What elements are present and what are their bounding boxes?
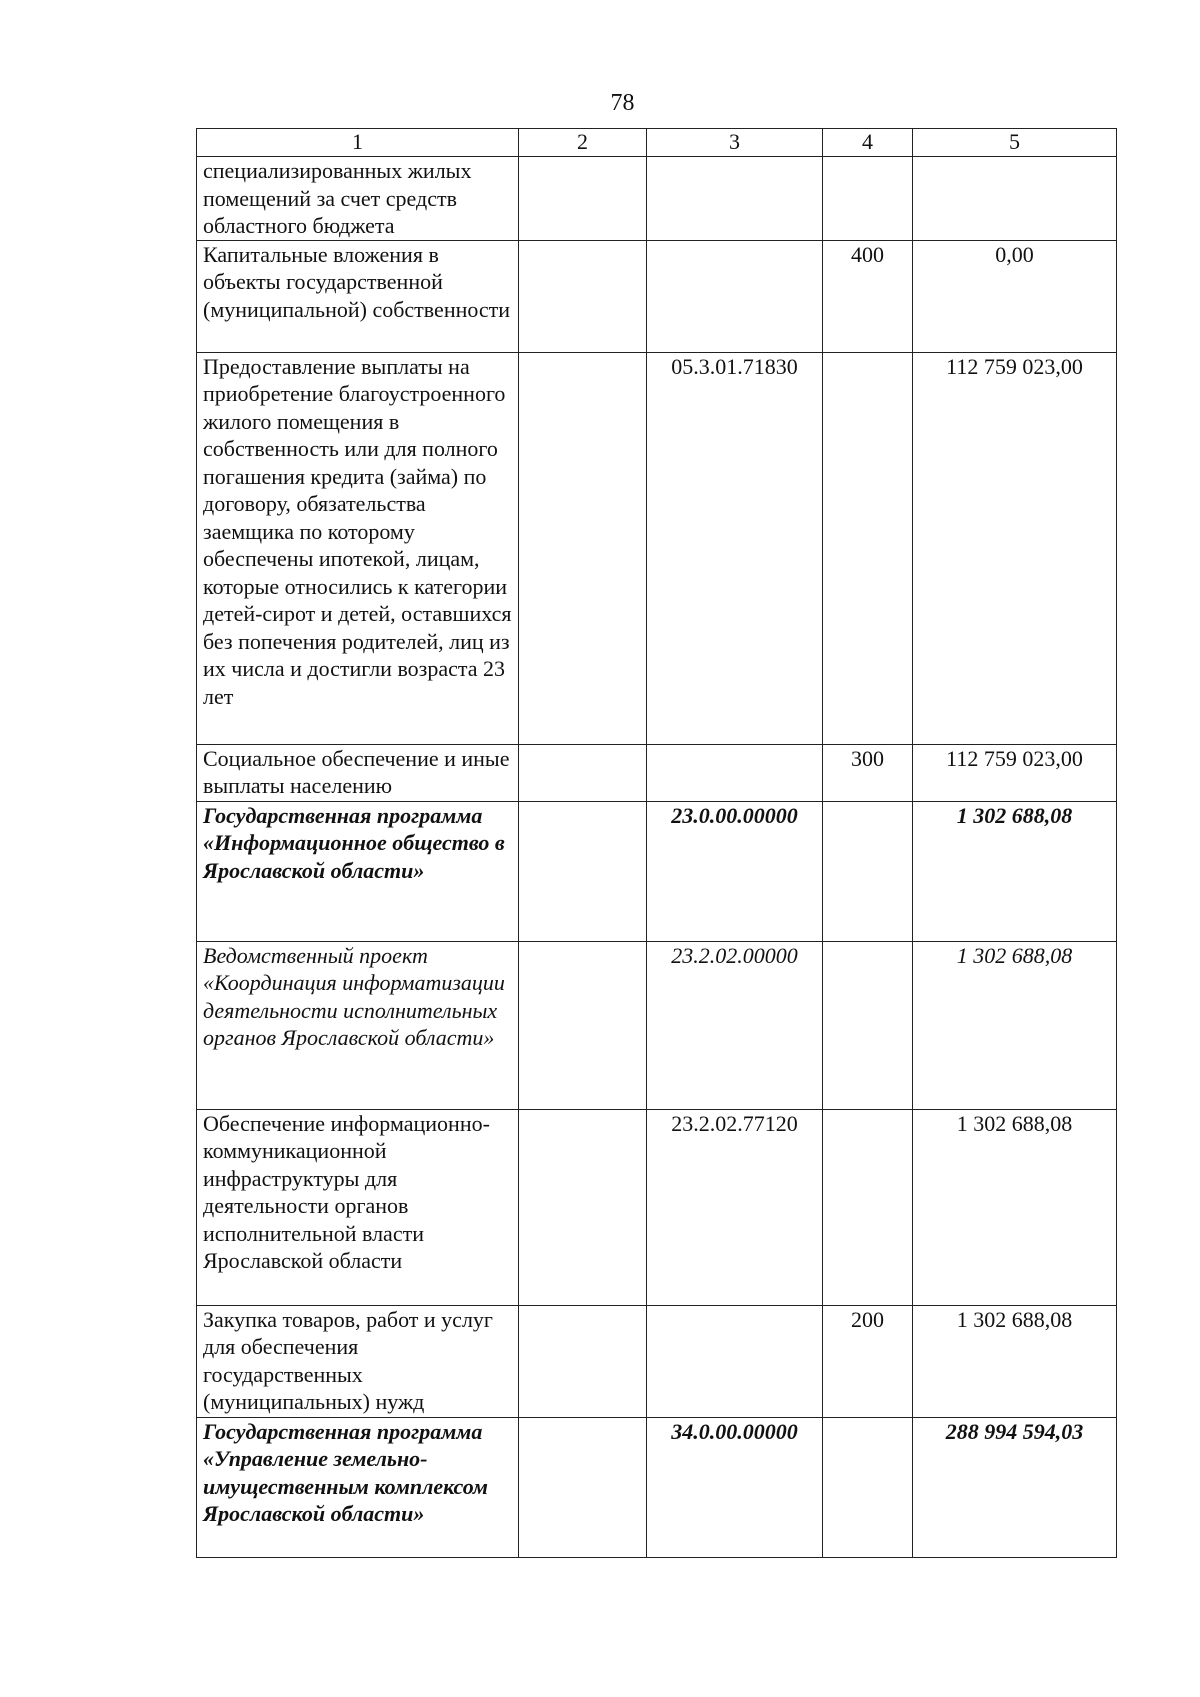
row-amount [913, 157, 1117, 241]
row-code: 34.0.00.00000 [647, 1417, 823, 1557]
row-name: Ведомственный проект «Координация информатизации деятельности исполнительных органов Ярославской области» [197, 941, 519, 1109]
row-col2 [519, 157, 647, 241]
row-type: 200 [823, 1305, 913, 1417]
column-header-3: 3 [647, 129, 823, 157]
row-code [647, 240, 823, 352]
row-col2 [519, 240, 647, 352]
row-type [823, 352, 913, 744]
row-col2 [519, 1109, 647, 1305]
budget-table [196, 128, 1117, 1558]
column-header-2: 2 [519, 129, 647, 157]
table-row [197, 941, 1117, 1109]
table-header-row [197, 129, 1117, 157]
row-amount: 112 759 023,00 [913, 744, 1117, 801]
row-name: Государственная программа «Информационное общество в Ярославской области» [197, 801, 519, 941]
row-name: Капитальные вложения в объекты государственной (муниципальной) собственности [197, 240, 519, 352]
row-type: 400 [823, 240, 913, 352]
row-amount: 1 302 688,08 [913, 801, 1117, 941]
row-type [823, 941, 913, 1109]
row-name: Обеспечение информационно-коммуникационной инфраструктуры для деятельности органов исполнительной власти Ярославской области [197, 1109, 519, 1305]
row-amount: 1 302 688,08 [913, 1305, 1117, 1417]
table-row [197, 744, 1117, 801]
page-number: 78 [610, 90, 635, 116]
column-header-5: 5 [913, 129, 1117, 157]
row-type [823, 801, 913, 941]
row-amount: 1 302 688,08 [913, 941, 1117, 1109]
row-col2 [519, 941, 647, 1109]
row-name: Социальное обеспечение и иные выплаты населению [197, 744, 519, 801]
row-type [823, 1109, 913, 1305]
row-type [823, 1417, 913, 1557]
table-row [197, 1109, 1117, 1305]
table-row [197, 240, 1117, 352]
table-row [197, 352, 1117, 744]
row-code [647, 1305, 823, 1417]
row-amount: 1 302 688,08 [913, 1109, 1117, 1305]
column-header-4: 4 [823, 129, 913, 157]
row-name: Государственная программа «Управление земельно-имущественным комплексом Ярославской области» [197, 1417, 519, 1557]
row-col2 [519, 801, 647, 941]
row-code: 23.2.02.00000 [647, 941, 823, 1109]
table-row [197, 1305, 1117, 1417]
row-col2 [519, 352, 647, 744]
row-amount: 112 759 023,00 [913, 352, 1117, 744]
row-code: 05.3.01.71830 [647, 352, 823, 744]
row-code: 23.0.00.00000 [647, 801, 823, 941]
row-code [647, 157, 823, 241]
row-amount: 0,00 [913, 240, 1117, 352]
row-col2 [519, 1417, 647, 1557]
row-name: специализированных жилых помещений за счет средств областного бюджета [197, 157, 519, 241]
row-code [647, 744, 823, 801]
table-row [197, 157, 1117, 241]
row-name: Предоставление выплаты на приобретение благоустроенного жилого помещения в собственность или для полного погашения кредита (займа) по договору, обязательства заемщика по которому обеспечены ипотекой, лицам, которые относились к категории детей-сирот и детей, оставшихся без попечения родителей, лиц из их числа и достигли возраста 23 лет [197, 352, 519, 744]
row-code: 23.2.02.77120 [647, 1109, 823, 1305]
row-name: Закупка товаров, работ и услуг для обеспечения государственных (муниципальных) нужд [197, 1305, 519, 1417]
row-type [823, 157, 913, 241]
column-header-1: 1 [197, 129, 519, 157]
row-type: 300 [823, 744, 913, 801]
row-col2 [519, 1305, 647, 1417]
table-row [197, 801, 1117, 941]
row-amount: 288 994 594,03 [913, 1417, 1117, 1557]
row-col2 [519, 744, 647, 801]
table-row [197, 1417, 1117, 1557]
